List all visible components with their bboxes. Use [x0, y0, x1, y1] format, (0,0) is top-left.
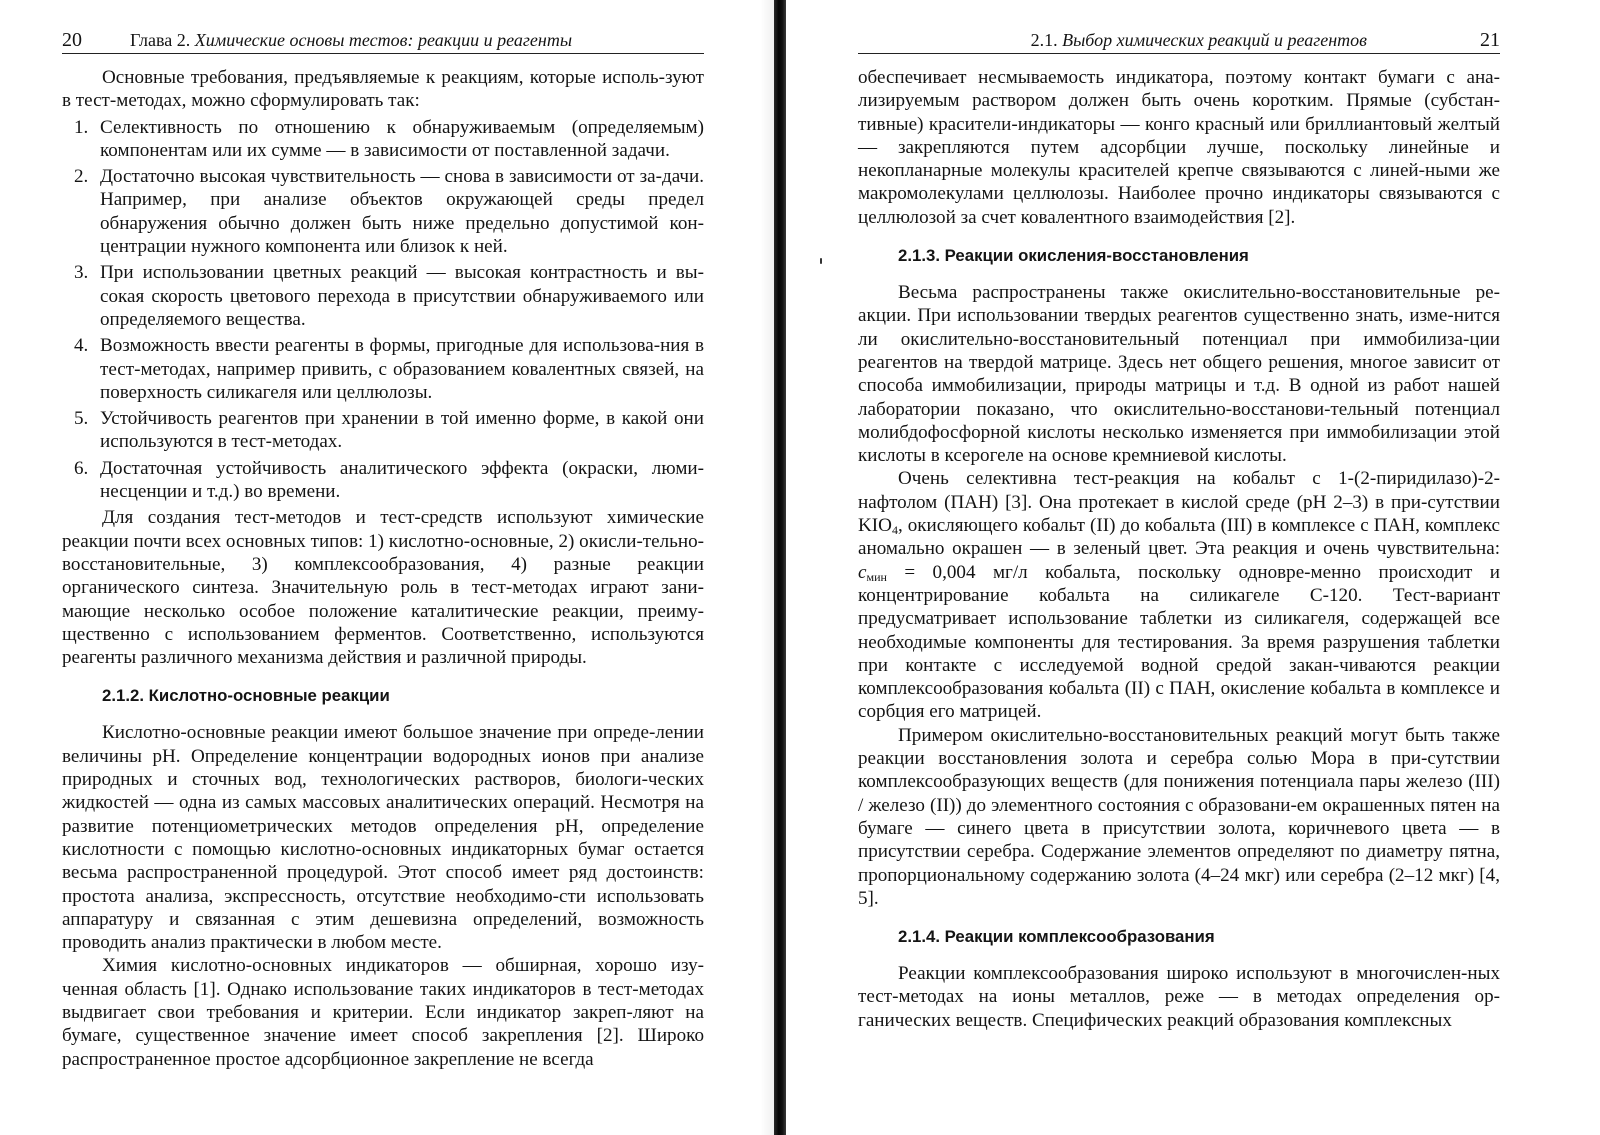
- list-item-number: 2.: [74, 166, 89, 188]
- list-item: [62, 407, 704, 454]
- page-number-left: 20: [62, 29, 82, 51]
- reaction-types-paragraph: Для создания тест-методов и тест-средств используют химические реакции почти всех основных типов: 1) кислотно-основные, 2) окисли-тельно-восстановительные, 3) комплексообразования, 4) разные реакции органического синтеза. Значительную роль в тест-методах играют зани-мающие несколько особое положение каталитические реакции, преиму-щественно с использованием ферментов. Соответственно, используются реагенты различного механизма действия и различной природы.: [62, 507, 704, 669]
- redox-paragraph-1: Весьма распространены также окислительно-восстановительные ре-акции. При использовании твердых реагентов существенно знать, изме-нится ли окислительно-восстановительный потенциал при иммобилиза-ции реагентов на твердой матрице. Здесь нет общего решения, многое зависит от способа иммобилизации, природы матрицы и т.д. В одной из работ нашей лаборатории показано, что окислительно-восстанови-тельный потенциал молибдофосфорной кислоты несколько изменяется при иммобилизации этой кислоты в ксерогеле на основе кремниевой кислоты.: [858, 282, 1500, 467]
- continued-paragraph: обеспечивает несмываемость индикатора, поэтому контакт бумаги с ана-лизируемым раствором должен быть очень коротким. Прямые (субстан-тивные) красители-индикаторы — конго красный или бриллиантовый желтый — закрепляются путем адсорбции лучше, поскольку линейные и некопланарные молекулы красителей крепче связываются с линей-ными же макромолекулами целлюлозы. Наиболее прочно индикаторы связываются с целлюлозой за счет ковалентного взаимодействия [2].: [858, 67, 1500, 228]
- running-head-prefix-right: 2.1.: [1030, 30, 1058, 50]
- redox-paragraph-3: Примером окислительно-восстановительных реакций могут быть также реакции восстановления золота и серебра солью Мора в при-сутствии комплексообразующих веществ (для понижения потенциала пары железо (III) / железо (II)) до элементного состояния с образовани-ем окрашенных пятен на бумаге — синего цвета в присутствии золота, коричневого цвета — в присутствии серебра. Содержание элементов определяют по диаметру пятна, пропорциональному содержанию золота (4–24 мкг) или серебра (2–12 мкг) [4, 5].: [858, 724, 1500, 909]
- left-body: [62, 66, 704, 1071]
- list-item-text: Достаточно высокая чувствительность — снова в зависимости от за-дачи. Например, при анализе объектов окружающей среды предел обнаружения обычно должен быть ниже предельно допустимой кон-центрации нужного компонента или близок к ней.: [100, 166, 704, 258]
- list-item-text: Возможность ввести реагенты в формы, пригодные для использова-ния в тест-методах, например привить, с образованием ковалентных связей, на поверхность силикагеля или целлюлозы.: [100, 335, 704, 403]
- list-item: [62, 165, 704, 258]
- complex-paragraph: Реакции комплексообразования широко используют в многочислен-ных тест-методах на ионы металлов, реже — в методах определения ор-ганических веществ. Специфических реакций образования комплексных: [858, 963, 1500, 1031]
- running-head-section-title: Выбор химических реакций и реагентов: [1062, 30, 1367, 50]
- list-item-number: 4.: [74, 335, 89, 357]
- running-head-left: [62, 27, 704, 54]
- list-item-number: 1.: [74, 116, 89, 138]
- running-head-title-right: [1031, 27, 1367, 53]
- book-spine: [774, 0, 786, 1135]
- list-item-number: 6.: [74, 457, 89, 479]
- right-page: [795, 0, 1600, 1135]
- acid-base-paragraph-1: Кислотно-основные реакции имеют большое значение при опреде-лении величины pH. Определение концентрации водородных ионов при анализе природных и сточных вод, технологических растворов, биологи-ческих жидкостей — одна из самых массовых аналитических операций. Несмотря на развитие потенциометрических методов определения pH, определение кислотности с помощью кислотно-основных индикаторных бумаг остается весьма распространенной процедурой. Этот способ имеет ряд достоинств: простота анализа, экспрессность, отсутствие необходимо-сти использовать аппаратуру и связанная с этим дешевизна определений, возможность проводить анализ практически в любом месте.: [62, 722, 704, 954]
- left-page: [0, 0, 770, 1135]
- cobalt-text-c: = 0,004 мг/л кобальта, поскольку одновре-менно происходит и концентрирование кобальта на силикагеле С-120. Тест-вариант предусматривает использование таблетки из силикагеля, содержащей все необходимые компоненты для тестирования. За время разрушения таблетки при контакте с исследуемой водной средой закан-чиваются реакции комплексообразования кобальта (II) с ПАН, окисление кобальта в комплексе и сорбция его матрицей.: [858, 561, 1500, 723]
- gutter-shadow: [760, 0, 774, 1135]
- subscript-min: мин: [866, 569, 887, 584]
- list-item: [62, 334, 704, 404]
- list-item-text: При использовании цветных реакций — высокая контрастность и вы-сокая скорость цветового перехода в присутствии обнаруживаемого или определяемого вещества.: [100, 262, 704, 330]
- section-heading-2-1-4: 2.1.4. Реакции комплексообразования: [898, 927, 1215, 947]
- list-item-text: Устойчивость реагентов при хранении в той именно форме, в какой они используются в тест-методах.: [100, 408, 704, 453]
- running-head-right: [858, 27, 1500, 54]
- running-head-title-left: [130, 27, 572, 53]
- scan-speck: [820, 258, 822, 264]
- cobalt-text-a: Очень селективна тест-реакция на кобальт с 1-(2-пиридилазо)-2-нафтолом (ПАН) [3]. Она протекает в кислой среде (pH 2–3) в при-сутствии KIO: [858, 468, 1500, 537]
- running-head-prefix-left: Глава 2.: [130, 30, 191, 50]
- symbol-c: c: [858, 561, 867, 583]
- cobalt-text-b: , окисляющего кобальт (II) до кобальта (III) в комплексе с ПАН, комплекс аномально окрашен — в зеленый цвет. Эта реакция и очень чувствительна:: [858, 515, 1500, 560]
- list-item: [62, 457, 704, 504]
- right-body: [858, 66, 1500, 1032]
- section-heading-2-1-2: 2.1.2. Кислотно-основные реакции: [102, 686, 390, 706]
- list-item: [62, 261, 704, 331]
- list-item-number: 5.: [74, 408, 89, 430]
- section-heading-2-1-3: 2.1.3. Реакции окисления-восстановления: [898, 246, 1249, 266]
- list-item-text: Селективность по отношению к обнаруживаемым (определяемым) компонентам или их сумме — в зависимости от поставленной задачи.: [100, 116, 704, 161]
- page-number-right: 21: [1480, 29, 1500, 51]
- cobalt-paragraph: [858, 467, 1500, 723]
- list-item-text: Достаточная устойчивость аналитического эффекта (окраски, люми-несценции и т.д.) во времени.: [100, 457, 704, 503]
- list-item: [62, 116, 704, 163]
- subscript-4: 4: [891, 523, 898, 538]
- running-head-chapter-title: Химические основы тестов: реакции и реагенты: [194, 30, 573, 50]
- requirements-list: [62, 116, 704, 504]
- intro-paragraph: Основные требования, предъявляемые к реакциям, которые исполь-зуют в тест-методах, можно сформулировать так:: [62, 67, 704, 112]
- acid-base-paragraph-2: Химия кислотно-основных индикаторов — обширная, хорошо изу-ченная область [1]. Однако использование таких индикаторов в тест-методах выдвигает свои требования и критерии. Если индикатор закреп-ляют на бумаге, существенное значение имеет способ закрепления [2]. Широко распространенное простое адсорбционное закрепление не всегда: [62, 955, 704, 1070]
- list-item-number: 3.: [74, 262, 89, 284]
